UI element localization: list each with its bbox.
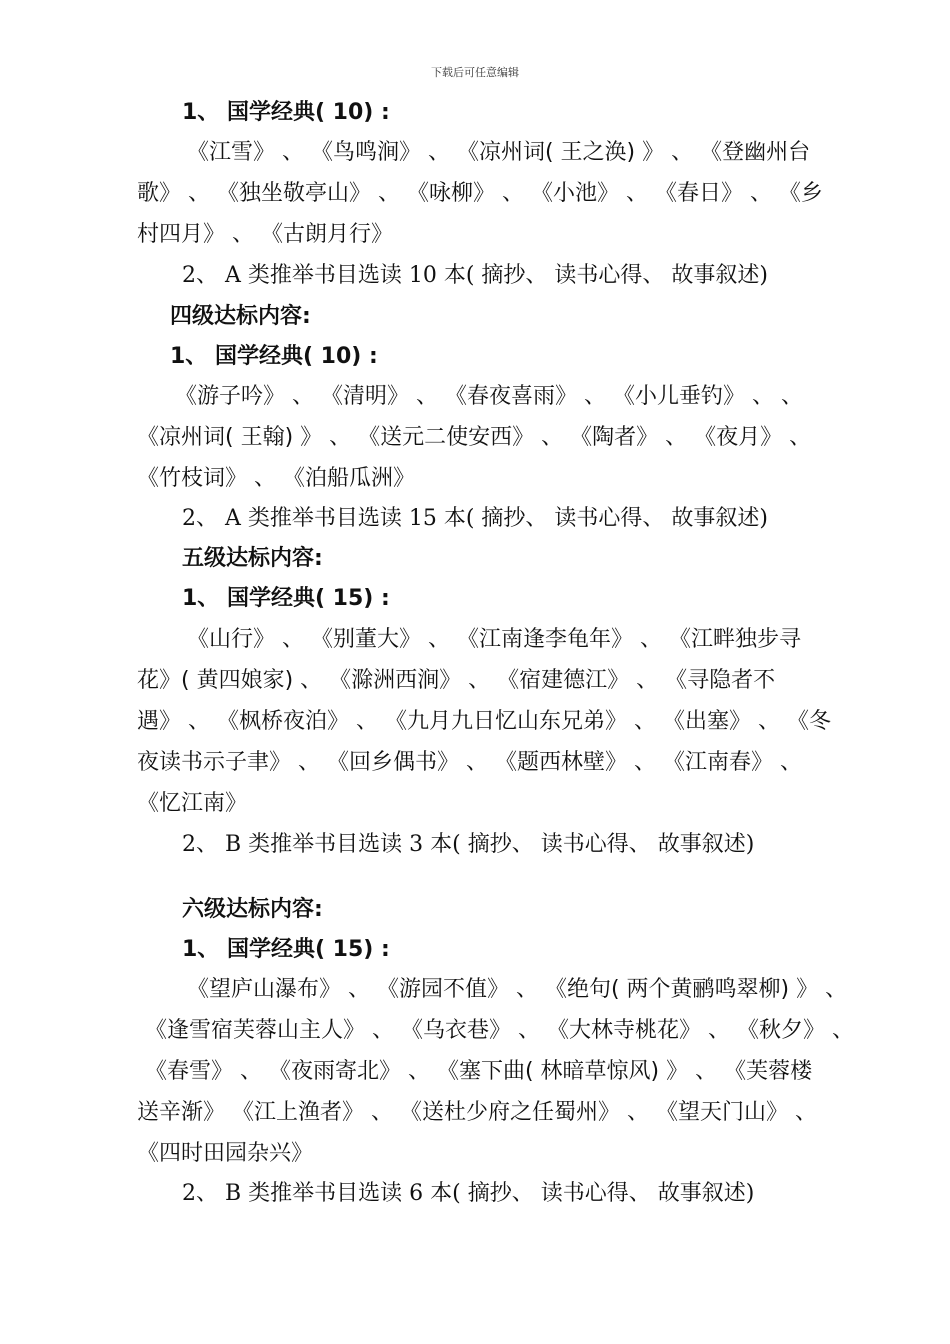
reading-requirement: 2、 A 类推举书目选读 10 本( 摘抄、 读书心得、 故事叙述) [182, 263, 768, 288]
poem-list-line: 《四时田园杂兴》 [137, 1141, 314, 1166]
poem-list-line: 《逢雪宿芙蓉山主人》 、 《乌衣巷》 、 《大林寺桃花》 、 《秋夕》 、 [145, 1018, 854, 1043]
poem-list-line: 《望庐山瀑布》 、 《游园不值》 、 《绝句( 两个黄鹂鸣翠柳) 》 、 [187, 977, 848, 1002]
poem-list-line: 《山行》 、 《别董大》 、 《江南逢李龟年》 、 《江畔独步寻 [187, 627, 801, 652]
poem-list-line: 村四月》 、 《古朗月行》 [137, 222, 393, 247]
level-heading-5: 五级达标内容: [182, 546, 323, 571]
poem-list-line: 送辛渐》 《江上渔者》 、 《送杜少府之任蜀州》 、 《望天门山》 、 [137, 1100, 817, 1125]
page-header: 下载后可任意编辑 [431, 66, 519, 79]
poem-list-line: 《竹枝词》 、 《泊船瓜洲》 [137, 466, 415, 491]
level-heading-4: 四级达标内容: [170, 304, 311, 329]
poem-list-line: 《凉州词( 王翰) 》 、 《送元二使安西》 、 《陶者》 、 《夜月》 、 [137, 425, 812, 450]
poem-list-line: 夜读书示子聿》 、 《回乡偶书》 、 《题西林壁》 、 《江南春》 、 [137, 750, 802, 775]
poem-list-line: 遇》 、 《枫桥夜泊》 、 《九月九日忆山东兄弟》 、 《出塞》 、 《冬 [137, 709, 831, 734]
level-heading-6: 六级达标内容: [182, 897, 323, 922]
section-item-classics: 1、 国学经典( 10) : [170, 344, 378, 369]
section-item-classics: 1、 国学经典( 15) : [182, 937, 390, 962]
reading-requirement: 2、 B 类推举书目选读 6 本( 摘抄、 读书心得、 故事叙述) [182, 1181, 755, 1206]
poem-list-line: 花》( 黄四娘家) 、 《滁洲西涧》 、 《宿建德江》 、 《寻隐者不 [137, 668, 776, 693]
poem-list-line: 《忆江南》 [137, 791, 248, 816]
reading-requirement: 2、 A 类推举书目选读 15 本( 摘抄、 读书心得、 故事叙述) [182, 506, 768, 531]
section-item-classics: 1、 国学经典( 15) : [182, 586, 390, 611]
poem-list-line: 《江雪》 、 《鸟鸣涧》 、 《凉州词( 王之涣) 》 、 《登幽州台 [187, 140, 811, 165]
poem-list-line: 歌》 、 《独坐敬亭山》 、 《咏柳》 、 《小池》 、 《春日》 、 《乡 [137, 181, 823, 206]
section-item-classics: 1、 国学经典( 10) : [182, 100, 390, 125]
reading-requirement: 2、 B 类推举书目选读 3 本( 摘抄、 读书心得、 故事叙述) [182, 832, 755, 857]
poem-list-line: 《游子吟》 、 《清明》 、 《春夜喜雨》 、 《小儿垂钓》 、 、 [175, 384, 803, 409]
poem-list-line: 《春雪》 、 《夜雨寄北》 、 《塞下曲( 林暗草惊风) 》 、 《芙蓉楼 [145, 1059, 813, 1084]
